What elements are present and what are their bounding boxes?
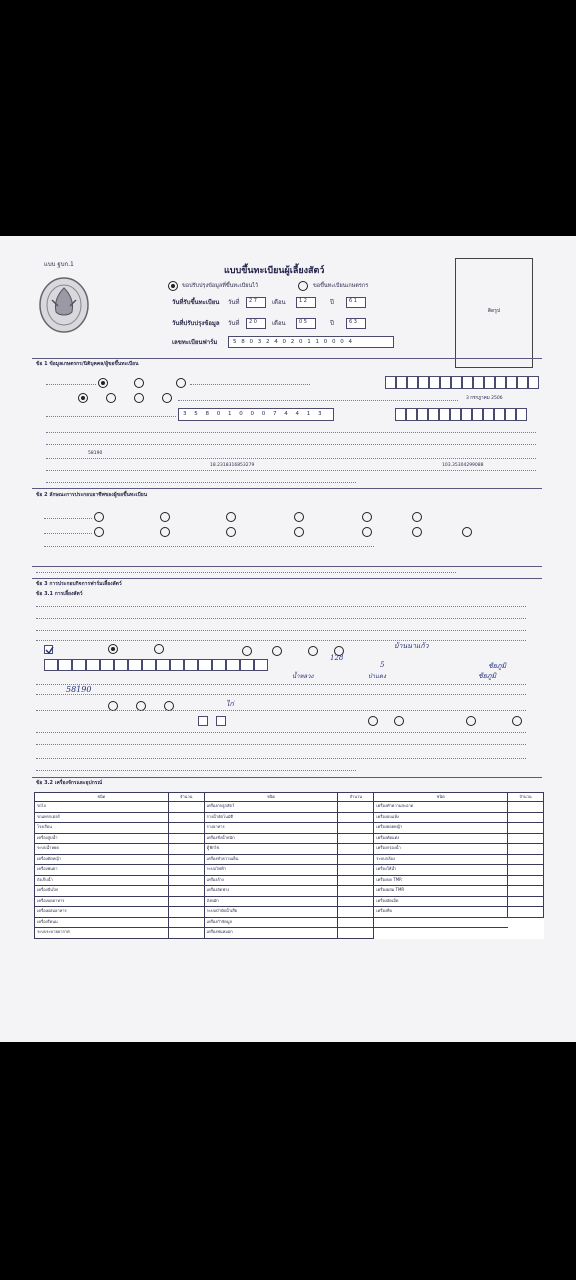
table-row	[35, 823, 544, 834]
upd-month-label: เดือน	[272, 320, 286, 327]
equipment-item: เครื่องสูบน้ำ	[35, 833, 169, 844]
table-row	[35, 917, 544, 928]
equipment-qty[interactable]	[508, 917, 544, 928]
title-miss-radio[interactable]	[134, 393, 144, 403]
equipment-item: ระบบบำบัดน้ำเสีย	[204, 907, 338, 918]
equipment-item: รางอาหาร	[204, 823, 338, 834]
table-row	[35, 865, 544, 876]
reg-day-label: วันที่	[228, 299, 240, 306]
table-row	[35, 875, 544, 886]
update-date-label: วันที่ปรับปรุงข้อมูล	[172, 320, 220, 327]
update-option-radio[interactable]	[168, 281, 178, 291]
occ-sub-5[interactable]	[362, 527, 372, 537]
equipment-item: เครื่องอบแห้ง	[374, 812, 508, 823]
reg-date-label: วันที่รับขึ้นทะเบียน	[172, 299, 220, 306]
occ-sub-2[interactable]	[160, 527, 170, 537]
equipment-item: เครื่องตัดหญ้า	[35, 854, 169, 865]
equipment-item	[374, 917, 508, 928]
equipment-qty[interactable]	[168, 875, 204, 886]
hand-house-no: 128	[330, 654, 344, 662]
coords-east: 103.35304299088	[442, 463, 484, 468]
equipment-qty[interactable]	[508, 875, 544, 886]
garuda-emblem	[38, 276, 90, 334]
loc-radio-2[interactable]	[272, 646, 282, 656]
equipment-item	[374, 928, 508, 939]
table-row	[35, 928, 544, 939]
equipment-qty[interactable]	[508, 812, 544, 823]
header-item-2: ชนิด	[204, 793, 338, 802]
equipment-item: ระบบกล้อง	[374, 854, 508, 865]
equipment-item: รถแทรกเตอร์	[35, 812, 169, 823]
opt-radio-4[interactable]	[512, 716, 522, 726]
checkbox-extra-1[interactable]	[198, 716, 208, 726]
equipment-item: เครื่องให้น้ำ	[374, 865, 508, 876]
title-mrs-radio[interactable]	[106, 393, 116, 403]
reg-day-field[interactable]: 2 7	[246, 297, 266, 308]
equipment-qty[interactable]	[508, 802, 544, 813]
upd-year-label: ปี	[330, 320, 334, 327]
equipment-item: เครื่องพ่นหมอก	[204, 928, 338, 939]
equipment-qty[interactable]	[508, 896, 544, 907]
occ-main-1[interactable]	[94, 512, 104, 522]
equipment-qty[interactable]	[338, 854, 374, 865]
equipment-item: เครื่องพ่นยา	[35, 865, 169, 876]
equipment-item: รางน้ำอัตโนมัติ	[204, 812, 338, 823]
farm-rent-radio[interactable]	[154, 644, 164, 654]
hand-village: บ้านนาแก้ว	[394, 642, 429, 650]
postal-code: 58190	[88, 451, 103, 456]
equipment-qty[interactable]	[168, 865, 204, 876]
form-document	[0, 236, 576, 1042]
occ-sub-4[interactable]	[294, 527, 304, 537]
occ-sub-3[interactable]	[226, 527, 236, 537]
equipment-qty[interactable]	[338, 875, 374, 886]
occ-main-3[interactable]	[226, 512, 236, 522]
equipment-qty[interactable]	[338, 833, 374, 844]
equipment-item: รถไถ	[35, 802, 169, 813]
section31-title: ข้อ 3.1 การเลี้ยงสัตว์	[36, 591, 83, 597]
upd-day-label: วันที่	[228, 320, 240, 327]
loc-radio-1[interactable]	[242, 646, 252, 656]
header-qty-3: จำนวน	[508, 793, 544, 802]
hand-district: ป่าแดง	[368, 673, 386, 680]
equipment-qty[interactable]	[338, 844, 374, 855]
equipment-table	[34, 792, 544, 939]
equipment-item: โรงเรือน	[35, 823, 169, 834]
group-type-radio[interactable]	[176, 378, 186, 388]
equipment-qty[interactable]	[168, 854, 204, 865]
table-row	[35, 886, 544, 897]
equipment-qty[interactable]	[508, 907, 544, 918]
equipment-item: เครื่องตัดแต่ง	[374, 833, 508, 844]
person-type-radio[interactable]	[98, 378, 108, 388]
equipment-item: ถังหมัก	[204, 896, 338, 907]
equipment-item: เครื่องปั่นไฟ	[35, 886, 169, 897]
table-row	[35, 854, 544, 865]
equipment-item: ระบบไฟฟ้า	[204, 865, 338, 876]
occ-sub-6[interactable]	[412, 527, 422, 537]
form-title: แบบขึ้นทะเบียนผู้เลี้ยงสัตว์	[224, 266, 325, 276]
section1-title: ข้อ 1 ข้อมูลเกษตรกร/นิติบุคคล/ผู้ขอขึ้นทะเบียน	[36, 361, 139, 367]
new-option-label: ขอขึ้นทะเบียนเกษตรกร	[313, 283, 369, 289]
update-option-label: ขอปรับปรุงข้อมูลที่ขึ้นทะเบียนไว้	[182, 283, 259, 289]
equipment-qty[interactable]	[508, 865, 544, 876]
id-number-field[interactable]: 3 5 8 0 1 0 0 0 7 4 4 1 3	[178, 408, 334, 421]
reg-no-field[interactable]: 5 8 0 3 2 4 0 2 0 1 1 0 0 0 4	[228, 336, 394, 348]
reg-month-field[interactable]: 1 2	[296, 297, 316, 308]
table-row	[35, 833, 544, 844]
photo-label: ติดรูป	[487, 308, 501, 314]
checkbox-own-farm[interactable]	[44, 645, 53, 654]
equipment-qty[interactable]	[168, 896, 204, 907]
occ-main-6[interactable]	[412, 512, 422, 522]
equipment-qty[interactable]	[168, 833, 204, 844]
equipment-qty[interactable]	[168, 907, 204, 918]
equipment-item: ระบบน้ำหยด	[35, 844, 169, 855]
table-row	[35, 896, 544, 907]
equipment-item: เครื่องกำจัดมูล	[204, 917, 338, 928]
header-item-3: ชนิด	[374, 793, 508, 802]
occ-sub-7[interactable]	[462, 527, 472, 537]
table-header-row	[35, 793, 544, 802]
equipment-qty[interactable]	[508, 833, 544, 844]
equipment-item: เครื่องหีบ	[374, 907, 508, 918]
reg-year-label: ปี	[330, 299, 334, 306]
hand-postcode: 58190	[66, 685, 92, 694]
equipment-item: เครื่องทำความเย็น	[204, 854, 338, 865]
equipment-item: เครื่องอัดฟาง	[204, 886, 338, 897]
photo-box	[455, 258, 533, 368]
equipment-qty[interactable]	[168, 823, 204, 834]
coords-north: 18.2318316853279	[210, 463, 255, 468]
equipment-item: ตู้ฟักไข่	[204, 844, 338, 855]
equipment-qty[interactable]	[168, 886, 204, 897]
hand-province: ชัยภูมิ	[478, 672, 497, 680]
section32-title: ข้อ 3.2 เครื่องจักรและอุปกรณ์	[36, 780, 103, 786]
equipment-qty[interactable]	[508, 928, 544, 939]
section2-title: ข้อ 2 ลักษณะการประกอบอาชีพของผู้ขอขึ้นทะเบียน	[36, 492, 148, 498]
opt-radio-2[interactable]	[394, 716, 404, 726]
form-code: แบบ ฐบก.1	[44, 261, 74, 268]
equipment-qty[interactable]	[508, 886, 544, 897]
hand-moo: 5	[380, 661, 385, 669]
equipment-item: เครื่องผสมอาหาร	[35, 907, 169, 918]
equipment-item: เครื่องกรองน้ำ	[374, 844, 508, 855]
occ-main-5[interactable]	[362, 512, 372, 522]
equipment-qty[interactable]	[338, 865, 374, 876]
dob-value: 3 กรกฎาคม 2506	[466, 396, 503, 401]
upd-month-field[interactable]: 0 5	[296, 318, 316, 329]
equipment-qty[interactable]	[338, 917, 374, 928]
checkbox-extra-2[interactable]	[216, 716, 226, 726]
farm-own-radio[interactable]	[108, 644, 118, 654]
loc-radio-3[interactable]	[308, 646, 318, 656]
equipment-item: เครื่องย่อยหญ้า	[374, 823, 508, 834]
equipment-qty[interactable]	[508, 823, 544, 834]
header-qty-2: จำนวน	[338, 793, 374, 802]
upd-day-field[interactable]: 2 0	[246, 318, 266, 329]
title-other-radio[interactable]	[162, 393, 172, 403]
id-box-row-3	[44, 659, 268, 671]
equipment-qty[interactable]	[168, 844, 204, 855]
equipment-item: เครื่องชั่งน้ำหนัก	[204, 833, 338, 844]
equipment-item: เครื่องอัดเม็ด	[374, 896, 508, 907]
id-box-row-1	[385, 376, 545, 389]
occ-main-2[interactable]	[160, 512, 170, 522]
equipment-item: ถังเก็บน้ำ	[35, 875, 169, 886]
equipment-item: เครื่องทำความสะอาด	[374, 802, 508, 813]
equipment-item: เครื่องกกลูกสัตว์	[204, 802, 338, 813]
occ-sub-1[interactable]	[94, 527, 104, 537]
company-type-radio[interactable]	[134, 378, 144, 388]
opt-radio-1[interactable]	[368, 716, 378, 726]
table-row	[35, 907, 544, 918]
equipment-qty[interactable]	[338, 812, 374, 823]
hand-subdistrict: น้ำหลวง	[292, 673, 314, 680]
equipment-qty[interactable]	[338, 907, 374, 918]
equipment-item: เครื่องบดอาหาร	[35, 896, 169, 907]
equipment-qty[interactable]	[338, 928, 374, 939]
reg-year-field[interactable]: 6 1	[346, 297, 366, 308]
id-box-row-2	[395, 408, 527, 421]
table-row	[35, 812, 544, 823]
equipment-qty[interactable]	[338, 823, 374, 834]
equipment-qty[interactable]	[338, 896, 374, 907]
equipment-item: เครื่องล้าง	[204, 875, 338, 886]
reg-no-label: เลขทะเบียนฟาร์ม	[172, 339, 218, 346]
hand-animal: ไก่	[226, 700, 234, 708]
equipment-item: เครื่องผสม TMR	[374, 886, 508, 897]
new-option-radio[interactable]	[298, 281, 308, 291]
equipment-item: ระบบระบายอากาศ	[35, 928, 169, 939]
equipment-qty[interactable]	[338, 802, 374, 813]
opt-radio-3[interactable]	[466, 716, 476, 726]
header-qty-1: จำนวน	[168, 793, 204, 802]
equipment-qty[interactable]	[168, 812, 204, 823]
equipment-qty[interactable]	[168, 928, 204, 939]
equipment-item: เครื่องบด TMR	[374, 875, 508, 886]
header-item-1: ชนิด	[35, 793, 169, 802]
table-row	[35, 802, 544, 813]
equipment-qty[interactable]	[338, 886, 374, 897]
equipment-item: เครื่องรีดนม	[35, 917, 169, 928]
reg-month-label: เดือน	[272, 299, 286, 306]
hand-province-top: ชัยภูมิ	[488, 662, 507, 670]
equipment-qty[interactable]	[168, 917, 204, 928]
occ-main-4[interactable]	[294, 512, 304, 522]
table-row	[35, 844, 544, 855]
section3-title: ข้อ 3 การประกอบกิจการฟาร์มเลี้ยงสัตว์	[36, 581, 122, 587]
equipment-qty[interactable]	[508, 854, 544, 865]
equipment-qty[interactable]	[508, 844, 544, 855]
title-mr-radio[interactable]	[78, 393, 88, 403]
equipment-qty[interactable]	[168, 802, 204, 813]
upd-year-field[interactable]: 6 3	[346, 318, 366, 329]
